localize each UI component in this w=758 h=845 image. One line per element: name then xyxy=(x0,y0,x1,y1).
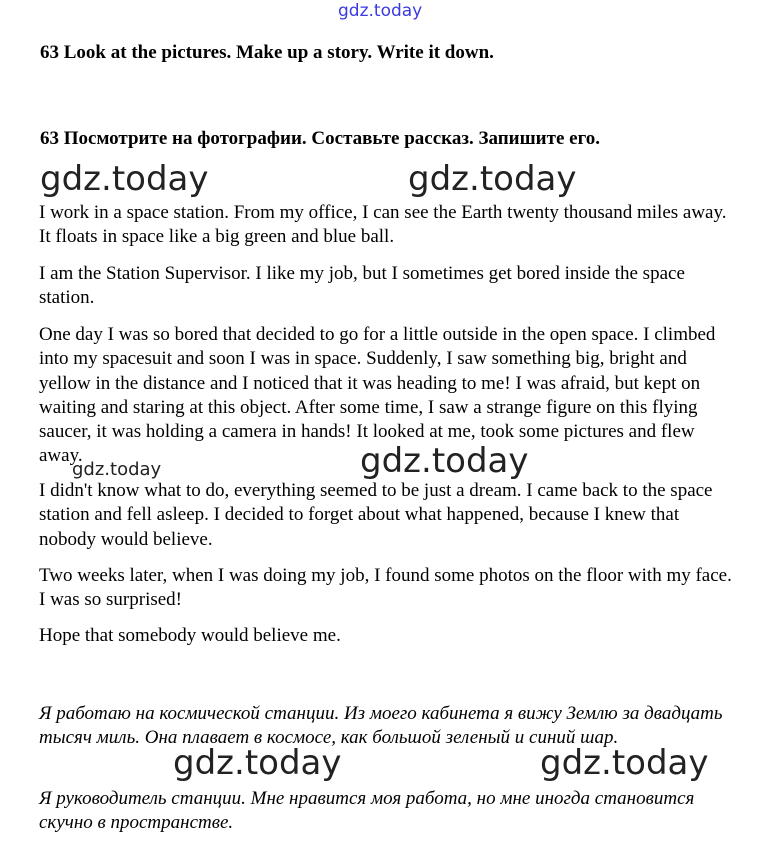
story-ru-paragraph-1: Я работаю на космической станции. Из моего кабинета я вижу Землю за двадцать тысяч миль. Она плавает в космосе, как большой зеленый и синий шар. xyxy=(39,703,723,748)
story-paragraph-3: One day I was so bored that decided to go for a little outside in the open space. I climbed into my spacesuit and soon I was in space. Suddenly, I saw something big, bright and yellow in the distance and I noticed that it was heading to me! I was afraid, but kept on waiting and staring at this object. After some time, I saw a strange figure on this flying saucer, it was holding a camera in hands! It looked at me, took some pictures and flew away. xyxy=(39,324,716,467)
story-paragraph-2: I am the Station Supervisor. I like my job, but I sometimes get bored inside the space station. xyxy=(39,263,685,309)
story-ru-paragraph-2: Я руководитель станции. Мне нравится моя работа, но мне иногда становится скучно в пространстве. xyxy=(39,788,695,833)
exercise-heading-ru: 63 Посмотрите на фотографии. Составьте рассказ. Запишите его. xyxy=(40,128,600,149)
watermark-3: gdz.today xyxy=(360,441,529,481)
watermark-2: gdz.today xyxy=(408,159,577,199)
watermark-top: gdz.today xyxy=(338,1,423,21)
watermark-4: gdz.today xyxy=(72,459,162,480)
watermark-6: gdz.today xyxy=(540,743,709,783)
watermark-5: gdz.today xyxy=(173,743,342,783)
exercise-heading-en: 63 Look at the pictures. Make up a story. Write it down. xyxy=(40,42,494,63)
story-paragraph-6: Hope that somebody would believe me. xyxy=(39,625,341,646)
watermark-1: gdz.today xyxy=(40,159,209,199)
story-paragraph-4: I didn't know what to do, everything seemed to be just a dream. I came back to the space station and fell asleep. I decided to forget about what happened, because I knew that nobody would believe. xyxy=(39,480,713,550)
story-paragraph-5: Two weeks later, when I was doing my job, I found some photos on the floor with my face. I was so surprised! xyxy=(39,565,732,611)
story-paragraph-1: I work in a space station. From my office, I can see the Earth twenty thousand miles away. It floats in space like a big green and blue ball. xyxy=(39,202,727,248)
